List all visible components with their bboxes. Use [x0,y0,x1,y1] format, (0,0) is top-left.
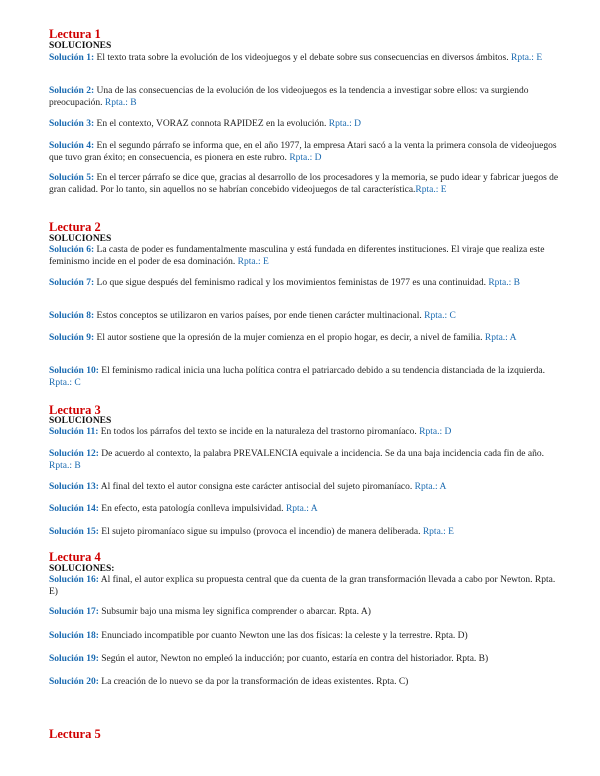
solucion-text: Enunciado incompatible por cuanto Newton une las dos físicas: la celeste y la terrestre. Rpta. D) [98,631,468,641]
solucion-label: Solución 7: [49,278,95,288]
solucion-13 [49,482,564,494]
lectura-2-title: Lectura 2 [49,220,101,234]
solucion-11 [49,427,564,439]
solucion-text: Al final, el autor explica su propuesta central que da cuenta de la gran transformación llevada a cabo por Newton. Rpta. E) [49,575,556,597]
solucion-text: Subsumir bajo una misma ley significa comprender o abarcar. Rpta. A) [98,607,371,617]
solucion-label: Solución 17: [49,607,99,617]
solucion-label: Solución 10: [49,366,99,376]
solucion-label: Solución 15: [49,527,99,537]
solucion-answer: Rpta.: E [422,527,454,537]
solucion-label: Solución 14: [49,504,99,514]
solucion-label: Solución 9: [49,333,95,343]
solucion-text: En el contexto, VORAZ connota RAPIDEZ en la evolución. [94,119,329,129]
solucion-label: Solución 2: [49,86,95,96]
solucion-answer: Rpta.: D [328,119,361,129]
solucion-label: Solución 13: [49,482,99,492]
solucion-label: Solución 11: [49,427,99,437]
solucion-text: En el tercer párrafo se dice que, gracias al desarrollo de los procesadores y la memoria, se pudo idear y fabricar juegos de gran calidad. Por lo tanto, sin aquellos no se habrían concebido videojuegos de tal característica. [49,173,559,195]
solucion-6 [49,245,564,268]
solucion-text: De acuerdo al contexto, la palabra PREVALENCIA equivale a incidencia. Se da una baja incidencia cada fin de año. [98,449,544,459]
solucion-7 [49,278,564,290]
solucion-answer: Rpta.: E [237,256,269,267]
solucion-text: El texto trata sobre la evolución de los videojuegos y el debate sobre sus consecuencias en diversos ámbitos. [94,53,511,63]
lectura-3-title: Lectura 3 [49,403,101,417]
solucion-text: El sujeto piromaníaco sigue su impulso (provoca el incendio) de manera deliberada. [98,527,423,537]
solucion-text: El feminismo radical inicia una lucha política contra el patriarcado debido a su tendencia distanciada de la izquierda. [98,366,545,376]
solucion-text: Al final del texto el autor consigna este carácter antisocial del sujeto piromaníaco. [98,482,415,492]
solucion-20 [49,677,564,689]
solucion-5 [49,173,564,196]
solucion-label: Solución 5: [49,173,95,183]
solucion-text: La creación de lo nuevo se da por la transformación de ideas existentes. Rpta. C) [98,677,409,687]
solucion-19 [49,654,564,666]
solucion-label: Solución 18: [49,631,99,641]
solucion-3 [49,119,564,131]
solucion-12 [49,449,564,472]
solucion-15 [49,527,564,539]
solucion-answer: Rpta.: B [488,278,520,288]
solucion-16 [49,575,564,598]
solucion-answer: Rpta.: C [424,311,456,321]
solucion-label: Solución 1: [49,53,95,63]
solucion-18 [49,631,564,643]
lectura-2-soluciones-label: SOLUCIONES [49,234,112,244]
solucion-9 [49,333,564,345]
solucion-answer: Rpta.: C [49,377,81,388]
solucion-text: El autor sostiene que la opresión de la mujer comienza en el propio hogar, es decir, a nivel de familia. [94,333,485,343]
solucion-answer: Rpta.: A [484,333,517,343]
lectura-1-title: Lectura 1 [49,27,101,41]
solucion-text: La casta de poder es fundamentalmente masculina y está fundada en diferentes instituciones. El viraje que realiza este feminismo incide en el poder de esa dominación. [49,245,545,267]
solucion-text: Según el autor, Newton no empleó la inducción; por cuanto, estaría en contra del historiador. Rpta. B) [98,654,489,664]
solucion-text: En todos los párrafos del texto se incide en la naturaleza del trastorno piromaníaco. [98,427,420,437]
solucion-label: Solución 8: [49,311,95,321]
solucion-4 [49,141,564,164]
solucion-1 [49,53,564,65]
solucion-answer: Rpta.: B [49,460,81,471]
lectura-4-title: Lectura 4 [49,550,101,564]
solucion-text: Estos conceptos se utilizaron en varios países, por ende tienen carácter multinacional. [94,311,425,321]
solucion-label: Solución 3: [49,119,95,129]
solucion-answer: Rpta.: D [419,427,452,437]
solucion-label: Solución 16: [49,575,99,585]
solucion-label: Solución 12: [49,449,99,459]
solucion-answer: Rpta.: E [510,53,543,63]
lectura-1-soluciones-label: SOLUCIONES [49,41,112,51]
solucion-text: En efecto, esta patología conlleva impulsividad. [98,504,286,514]
solucion-10 [49,366,564,389]
solucion-answer: Rpta.: A [414,482,447,492]
solucion-text: Una de las consecuencias de la evolución de los videojuegos es la tendencia a investigar sobre ellos: va surgiendo preocupación. [49,86,529,108]
solucion-2 [49,86,564,109]
solucion-answer: Rpta.: A [285,504,318,514]
solucion-text: En el segundo párrafo se informa que, en el año 1977, la empresa Atari sacó a la venta la primera consola de videojuegos que tuvo gran éxito; en consecuencia, es pionera en este rubro. [49,141,557,163]
solucion-answer: Rpta.: D [289,152,322,163]
solucion-label: Solución 20: [49,677,99,687]
lectura-4-soluciones-label: SOLUCIONES: [49,564,115,574]
solucion-17 [49,607,564,619]
solucion-label: Solución 19: [49,654,99,664]
solucion-14 [49,504,564,516]
solucion-text: Lo que sigue después del feminismo radical y los movimientos feministas de 1977 es una continuidad. [94,278,489,288]
solucion-label: Solución 4: [49,141,95,151]
solucion-label: Solución 6: [49,245,95,255]
solucion-answer: Rpta.: E [415,184,447,195]
lectura-3-soluciones-label: SOLUCIONES [49,416,112,426]
lectura-5-title: Lectura 5 [49,727,101,741]
solucion-answer: Rpta.: B [104,97,137,108]
solucion-8 [49,311,564,323]
